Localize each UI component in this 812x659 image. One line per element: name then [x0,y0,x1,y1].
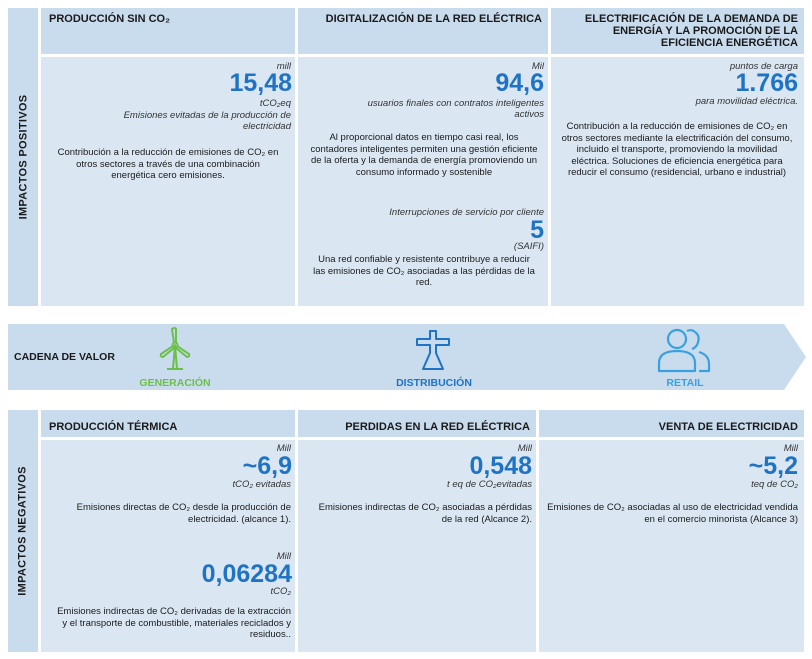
neg-col1-unit-top: Mill [276,443,291,454]
neg-col2-body [298,440,536,652]
pos-col2-metric2-value: 5 [530,216,544,244]
pos-header-digitalizacion-text: DIGITALIZACIÓN DE LA RED ELÉCTRICA [325,13,542,25]
neg-col3-text: Emisiones de CO₂ asociadas al uso de electricidad vendida en el comercio minorista (Alcance 3) [547,502,798,525]
neg-col3-unit: teq de CO₂ [751,479,798,490]
neg-col1-value: ~6,9 [242,452,292,480]
pos-col2-text: Al proporcional datos en tiempo casi real, los contadores inteligentes permiten una gestión eficiente de la oferta y la demanda de energía promoviendo un consumo informado y sostenible [310,132,538,178]
neg-col2-value: 0,548 [469,452,532,480]
positive-side-text: IMPACTOS POSITIVOS [17,94,30,220]
negative-side-text: IMPACTOS NEGATIVOS [17,466,29,596]
pos-col3-text: Contribución a la reducción de emisiones de CO₂ en otros sectores mediante la electrificación del consumo, incluido el transporte, promoviendo la movilidad eléctrica. Soluciones de eficiencia energética para reducir el consumo (residencial, urbano e industrial) [561,121,793,178]
positive-side-label [8,8,38,306]
pos-col2-metric2-label: Interrupciones de servicio por cliente [389,207,544,218]
pos-header-produccion-text: PRODUCCIÓN SIN CO₂ [49,13,171,25]
pos-col1-value: 15,48 [229,69,292,97]
neg-header-perdidas-text: PERDIDAS EN LA RED ELÉCTRICA [345,421,530,433]
neg-col2-unit: t eq de CO₂evitadas [447,479,532,490]
pos-header-digitalizacion [298,8,548,54]
pos-header-produccion [41,8,295,54]
neg-col3-unit-top: Mill [783,443,798,454]
neg-header-venta [539,410,804,437]
pos-col2-caption: usuarios finales con contratos inteligentes activos [367,98,544,120]
pos-col2-value: 94,6 [495,69,544,97]
neg-col2-text: Emisiones indirectas de CO₂ asociadas a pérdidas de la red (Alcance 2). [318,502,532,525]
neg-col1-unit-top2: Mill [276,551,291,562]
people-icon [655,327,713,373]
stage-distribution: DISTRIBUCIÓN [396,377,472,389]
neg-header-perdidas [298,410,536,437]
neg-col2-unit-top: Mill [517,443,532,454]
pos-col1-unit: tCO₂eq [259,98,291,109]
pos-col2-body [298,57,548,306]
pos-col1-unit-top: mill [276,61,291,72]
neg-col1-text: Emisiones directas de CO₂ desde la producción de electricidad. (alcance 1). [76,502,291,525]
transmission-tower-icon [413,329,453,371]
pos-col2-text2: Una red confiable y resistente contribuye a reducir las emisiones de CO₂ asociadas a las pérdidas de la red. [313,254,535,288]
pos-col3-unit-top: puntos de carga [729,61,798,72]
pos-col2-metric2-unit: (SAIFI) [513,241,544,252]
neg-col3-value: ~5,2 [748,452,798,480]
pos-col1-text: Contribución a la reducción de emisiones de CO₂ en otros sectores a través de una combinación energética cero emisiones. [57,147,279,181]
neg-col1-unit2: tCO₂ [270,586,291,597]
neg-col1-text2: Emisiones indirectas de CO₂ derivadas de la extracción y el transporte de combustible, materiales reciclados y residuos.. [57,606,291,640]
neg-header-venta-text: VENTA DE ELECTRICIDAD [658,421,798,433]
value-chain-label: CADENA DE VALOR [14,351,115,363]
neg-col1-body [41,440,295,652]
stage-generation: GENERACIÓN [139,377,211,389]
stage-retail: RETAIL [666,377,704,389]
pos-col3-body [551,57,804,306]
wind-turbine-icon [157,327,193,371]
neg-header-termica [41,410,295,437]
pos-col2-unit-top: Mil [531,61,544,72]
pos-col3-caption: para movilidad eléctrica. [695,96,798,107]
neg-header-termica-text: PRODUCCIÓN TÉRMICA [49,421,178,433]
negative-side-label [8,410,38,652]
pos-col3-value: 1.766 [735,69,798,97]
pos-header-electrificacion [551,8,804,54]
pos-header-electrificacion-text: ELECTRIFICACIÓN DE LA DEMANDA DE ENERGÍA Y LA PROMOCIÓN DE LA EFICIENCIA ENERGÉTICA [584,13,798,49]
neg-col3-body [539,440,804,652]
neg-col1-value2: 0,06284 [201,560,292,588]
pos-col1-caption: Emisiones evitadas de la producción de electricidad [123,110,291,132]
neg-col1-unit: tCO₂ evitadas [232,479,291,490]
pos-col1-body [41,57,295,306]
